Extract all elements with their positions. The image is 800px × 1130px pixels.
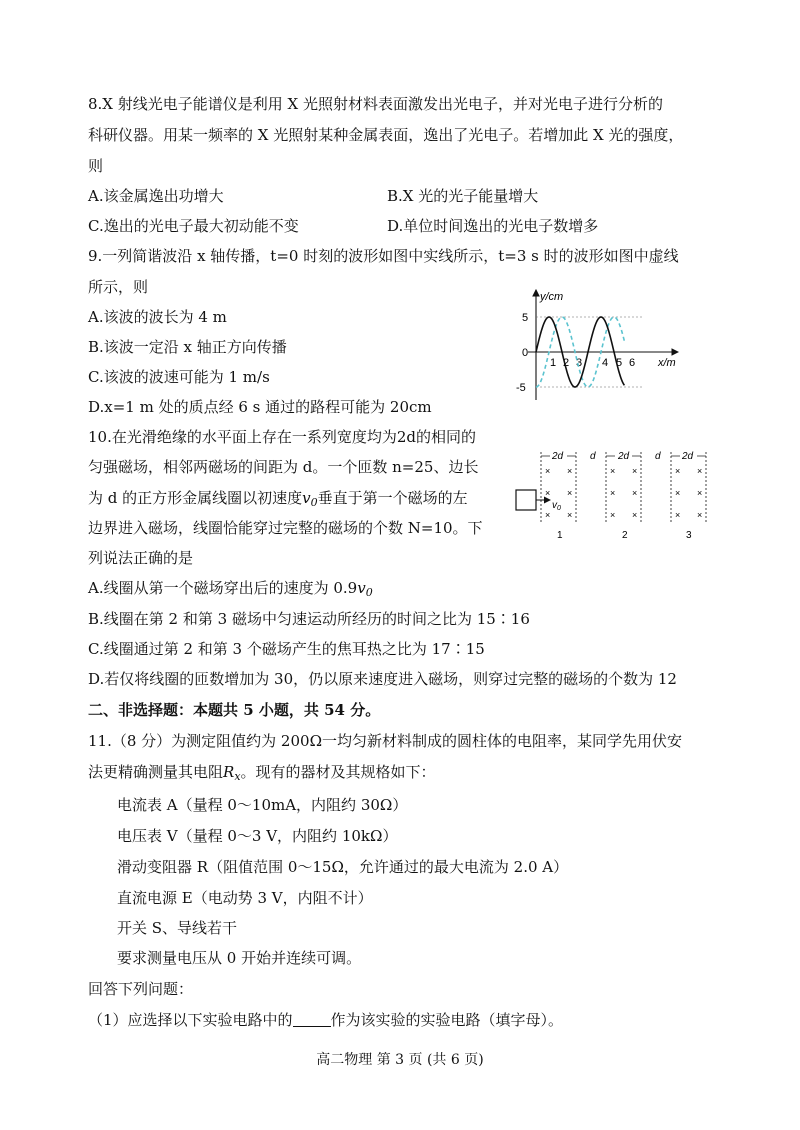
field-number-2: 2	[622, 530, 628, 541]
velocity-label	[552, 500, 561, 512]
square-coil	[516, 490, 536, 510]
q8-stem-line1: 8.X 射线光电子能谱仪是利用 X 光照射材料表面激发出光电子，并对光电子进行分析的	[88, 95, 663, 113]
q10-stem-line3-text: 为 d 的正方形金属线圈以初速度	[88, 489, 303, 507]
v0-var-a: v	[357, 579, 366, 597]
q9-option-b: B.该波一定沿 x 轴正方向传播	[88, 338, 287, 356]
q10-option-d: D.若仅将线圈的匝数增加为 30，仍以原来速度进入磁场，则穿过完整的磁场的个数为 12	[88, 670, 677, 688]
field-cross: ×	[697, 488, 703, 498]
x-tick-3: 3	[576, 357, 583, 369]
answer-prompt: 回答下列问题：	[88, 980, 194, 998]
q10-option-a-text: A.线圈从第一个磁场穿出后的速度为 0.9	[88, 579, 358, 597]
width-label-1: 2d	[552, 451, 564, 462]
x-tick-1: 1	[550, 357, 557, 369]
wave-figure	[512, 284, 692, 402]
q9-option-c: C.该波的波速可能为 1 m/s	[88, 368, 270, 386]
q9-option-a: A.该波的波长为 4 m	[88, 308, 227, 326]
q11-stem-line2-tail: 。现有的器材及其规格如下：	[240, 763, 436, 781]
field-cross: ×	[545, 466, 551, 476]
q11-stem-line2-text: 法更精确测量其电阻	[88, 763, 224, 781]
field-cross: ×	[632, 488, 638, 498]
field-cross: ×	[567, 466, 573, 476]
field-cross: ×	[632, 466, 638, 476]
y-axis-label: y/cm	[540, 291, 564, 303]
q11-part1-tail: 作为该实验的实验电路（填字母）。	[330, 1011, 564, 1029]
rx-sub: x	[234, 770, 241, 783]
field-cross: ×	[545, 510, 551, 520]
q8-option-c: C.逸出的光电子最大初动能不变	[88, 217, 299, 235]
v0-sub: 0	[310, 496, 318, 509]
q10-stem-line3-tail: 垂直于第一个磁场的左	[317, 489, 468, 507]
v0-symbol-a	[357, 579, 372, 597]
q11-stem-line2	[88, 762, 436, 787]
x-tick-5: 5	[616, 357, 623, 369]
field-cross: ×	[675, 510, 681, 520]
q11-part1-text: （1）应选择以下实验电路中的	[88, 1011, 293, 1029]
field-cross: ×	[610, 510, 616, 520]
q10-option-b: B.线圈在第 2 和第 3 磁场中匀速运动所经历的时间之比为 15∶16	[88, 610, 530, 628]
v0-var: v	[302, 489, 311, 507]
x-tick-6: 6	[629, 357, 636, 369]
v0-symbol	[302, 489, 317, 507]
q9-stem-line2: 所示，则	[88, 278, 149, 296]
field-cross: ×	[697, 510, 703, 520]
q10-stem-line4: 边界进入磁场，线圈恰能穿过完整的磁场的个数 N=10。下	[88, 519, 483, 537]
y-tick-0: 0	[522, 347, 529, 359]
q8-option-a: A.该金属逸出功增大	[88, 187, 224, 205]
x-tick-2: 2	[563, 357, 570, 369]
q8-option-b: B.X 光的光子能量增大	[387, 187, 539, 205]
q10-stem-line1: 10.在光滑绝缘的水平面上存在一系列宽度均为2d的相同的	[88, 428, 477, 446]
q11-part1	[88, 1010, 563, 1030]
q10-option-a	[88, 578, 373, 603]
velocity-var: v	[552, 500, 557, 511]
field-cross: ×	[567, 510, 573, 520]
y-tick-5: 5	[522, 312, 529, 324]
v0-sub-a: 0	[365, 586, 373, 599]
field-crosses	[545, 466, 702, 520]
q11-stem-line1: 11.（8 分）为测定阻值约为 200Ω一均匀新材料制成的圆柱体的电阻率，某同学先用伏安	[88, 732, 683, 750]
q8-stem-line3: 则	[88, 157, 104, 175]
field-cross: ×	[610, 466, 616, 476]
y-tick-neg5: -5	[516, 382, 526, 394]
q8-option-d: D.单位时间逸出的光电子数增多	[387, 217, 599, 235]
gap-label-1: d	[590, 451, 596, 462]
field-cross: ×	[675, 466, 681, 476]
answer-blank[interactable]	[293, 1012, 331, 1027]
field-cross: ×	[567, 488, 573, 498]
field-cross: ×	[545, 488, 551, 498]
width-label-3: 2d	[682, 451, 694, 462]
x-axis-label: x/m	[658, 357, 676, 369]
field-number-3: 3	[686, 530, 692, 541]
field-number-1: 1	[557, 530, 563, 541]
q8-stem-line2: 科研仪器。用某一频率的 X 光照射某种金属表面，逸出了光电子。若增加此 X 光的强度，	[88, 126, 684, 144]
velocity-sub: 0	[557, 505, 561, 512]
field-cross: ×	[632, 510, 638, 520]
width-label-2: 2d	[618, 451, 630, 462]
page-footer: 高二物理 第 3 页 (共 6 页)	[316, 1052, 484, 1068]
equipment-voltmeter: 电压表 V（量程 0～3 V，内阻约 10kΩ）	[117, 827, 398, 845]
section-heading: 二、非选择题：本题共 5 小题，共 54 分。	[88, 701, 381, 719]
equipment-ammeter: 电流表 A（量程 0～10mA，内阻约 30Ω）	[117, 796, 408, 814]
q10-stem-line3	[88, 488, 468, 513]
equipment-switch: 开关 S、导线若干	[117, 919, 238, 937]
q10-option-c: C.线圈通过第 2 和第 3 个磁场产生的焦耳热之比为 17∶15	[88, 640, 485, 658]
q9-stem-line1: 9.一列简谐波沿 x 轴传播，t=0 时刻的波形如图中实线所示，t=3 s 时的波形如图中虚线	[88, 247, 679, 265]
equipment-power-source: 直流电源 E（电动势 3 V，内阻不计）	[117, 889, 373, 907]
equipment-rheostat: 滑动变阻器 R（阻值范围 0～15Ω，允许通过的最大电流为 2.0 A）	[117, 858, 569, 876]
magnetic-field-figure	[512, 446, 717, 544]
q10-stem-line2: 匀强磁场，相邻两磁场的间距为 d。一个匝数 n=25、边长	[88, 458, 479, 476]
q9-option-d: D.x=1 m 处的质点经 6 s 通过的路程可能为 20cm	[88, 398, 432, 416]
field-cross: ×	[610, 488, 616, 498]
q10-stem-line5: 列说法正确的是	[88, 549, 194, 567]
field-cross: ×	[675, 488, 681, 498]
rx-var: R	[223, 763, 235, 781]
x-tick-4: 4	[602, 357, 609, 369]
measurement-requirement: 要求测量电压从 0 开始并连续可调。	[117, 949, 362, 967]
rx-symbol	[223, 763, 241, 781]
gap-label-2: d	[655, 451, 661, 462]
field-cross: ×	[697, 466, 703, 476]
